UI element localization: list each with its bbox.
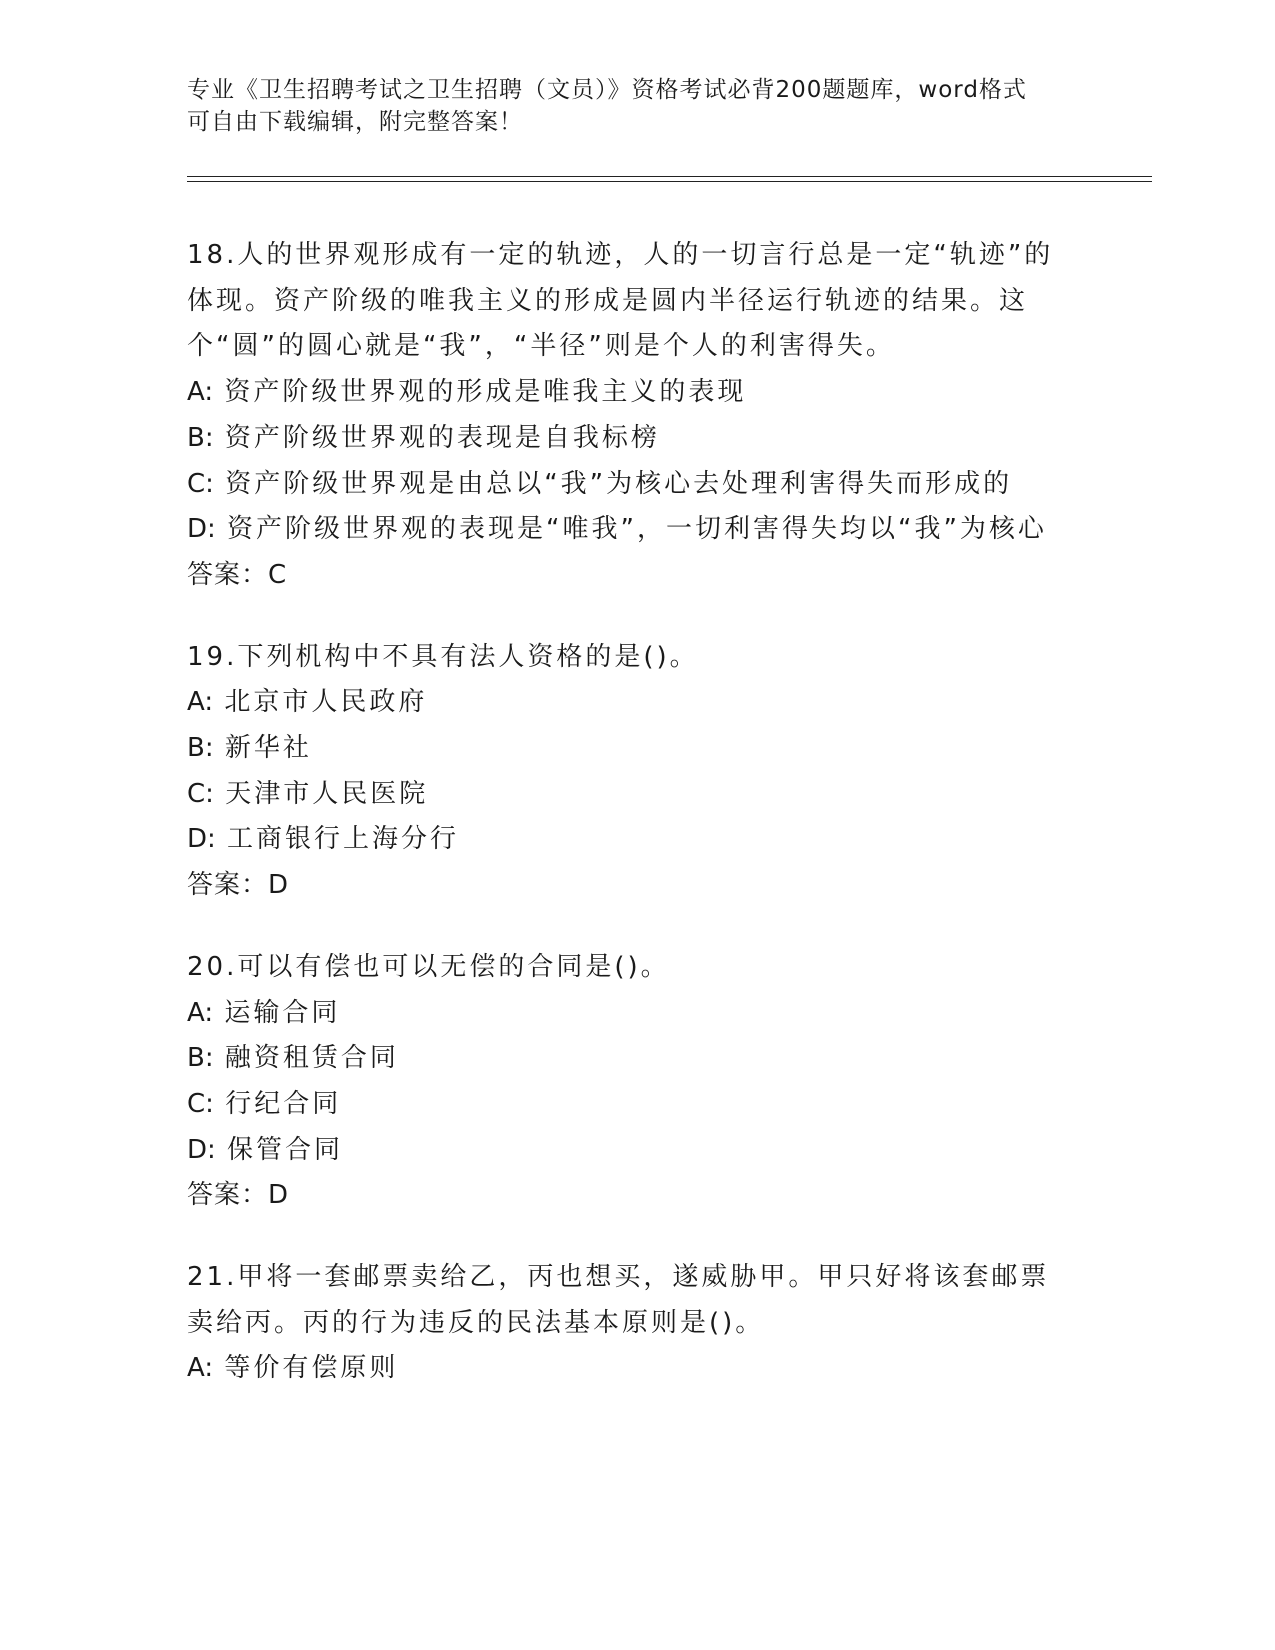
option-label: A: bbox=[187, 997, 214, 1028]
question-list bbox=[187, 233, 1067, 1428]
option-text: 北京市人民政府 bbox=[224, 687, 428, 718]
answer-line: 答案：D bbox=[187, 870, 290, 901]
option-a bbox=[187, 680, 1067, 726]
answer-line: 答案：C bbox=[187, 559, 288, 590]
question-stem: 18.人的世界观形成有一定的轨迹，人的一切言行总是一定“轨迹”的体现。资产阶级的唯我主义的形成是圆内半径运行轨迹的结果。这个“圆”的圆心就是“我”，“半径”则是个人的利害得失。 bbox=[187, 240, 1054, 362]
option-label: B: bbox=[187, 1043, 214, 1074]
option-label: C: bbox=[187, 468, 214, 499]
question-20 bbox=[187, 945, 1067, 1219]
option-text: 资产阶级世界观的表现是自我标榜 bbox=[224, 422, 660, 453]
option-c bbox=[187, 1082, 1067, 1128]
option-text: 融资租赁合同 bbox=[224, 1043, 399, 1074]
option-text: 行纪合同 bbox=[225, 1088, 342, 1119]
option-label: A: bbox=[187, 1353, 214, 1384]
option-label: C: bbox=[187, 778, 214, 809]
option-text: 工商银行上海分行 bbox=[227, 824, 460, 855]
option-c bbox=[187, 772, 1067, 818]
option-label: D: bbox=[187, 1134, 216, 1165]
option-label: B: bbox=[187, 422, 214, 453]
option-text: 资产阶级世界观是由总以“我”为核心去处理利害得失而形成的 bbox=[225, 468, 1013, 499]
option-text: 资产阶级世界观的形成是唯我主义的表现 bbox=[224, 377, 747, 408]
option-text: 运输合同 bbox=[224, 997, 341, 1028]
document-header bbox=[187, 74, 1087, 138]
option-b bbox=[187, 726, 1067, 772]
question-21 bbox=[187, 1255, 1067, 1392]
option-d bbox=[187, 1128, 1067, 1174]
option-label: A: bbox=[187, 377, 214, 408]
option-label: A: bbox=[187, 687, 214, 718]
option-b bbox=[187, 416, 1067, 462]
option-c bbox=[187, 462, 1067, 508]
option-d bbox=[187, 507, 1067, 553]
option-b bbox=[187, 1036, 1067, 1082]
question-18 bbox=[187, 233, 1067, 599]
question-stem: 20.可以有偿也可以无偿的合同是()。 bbox=[187, 951, 670, 982]
option-a bbox=[187, 991, 1067, 1037]
question-stem: 21.甲将一套邮票卖给乙，丙也想买，遂威胁甲。甲只好将该套邮票卖给丙。丙的行为违反的民法基本原则是()。 bbox=[187, 1262, 1050, 1338]
option-label: D: bbox=[187, 514, 216, 545]
question-19 bbox=[187, 635, 1067, 909]
option-text: 新华社 bbox=[224, 733, 312, 764]
option-label: B: bbox=[187, 733, 214, 764]
option-text: 等价有偿原则 bbox=[224, 1353, 399, 1384]
option-label: D: bbox=[187, 824, 216, 855]
header-title-line-2: 可自由下载编辑，附完整答案！ bbox=[187, 109, 523, 135]
header-divider-top bbox=[187, 176, 1152, 177]
option-a bbox=[187, 370, 1067, 416]
option-text: 天津市人民医院 bbox=[225, 778, 429, 809]
option-text: 保管合同 bbox=[227, 1134, 344, 1165]
option-d bbox=[187, 817, 1067, 863]
option-label: C: bbox=[187, 1088, 214, 1119]
question-stem: 19.下列机构中不具有法人资格的是()。 bbox=[187, 641, 699, 672]
answer-line: 答案：D bbox=[187, 1180, 290, 1211]
header-title-line-1: 专业《卫生招聘考试之卫生招聘（文员）》资格考试必背200题题库，word格式 bbox=[187, 77, 1027, 103]
option-text: 资产阶级世界观的表现是“唯我”，一切利害得失均以“我”为核心 bbox=[227, 514, 1047, 545]
option-a bbox=[187, 1346, 1067, 1392]
header-divider-bottom bbox=[187, 181, 1152, 182]
